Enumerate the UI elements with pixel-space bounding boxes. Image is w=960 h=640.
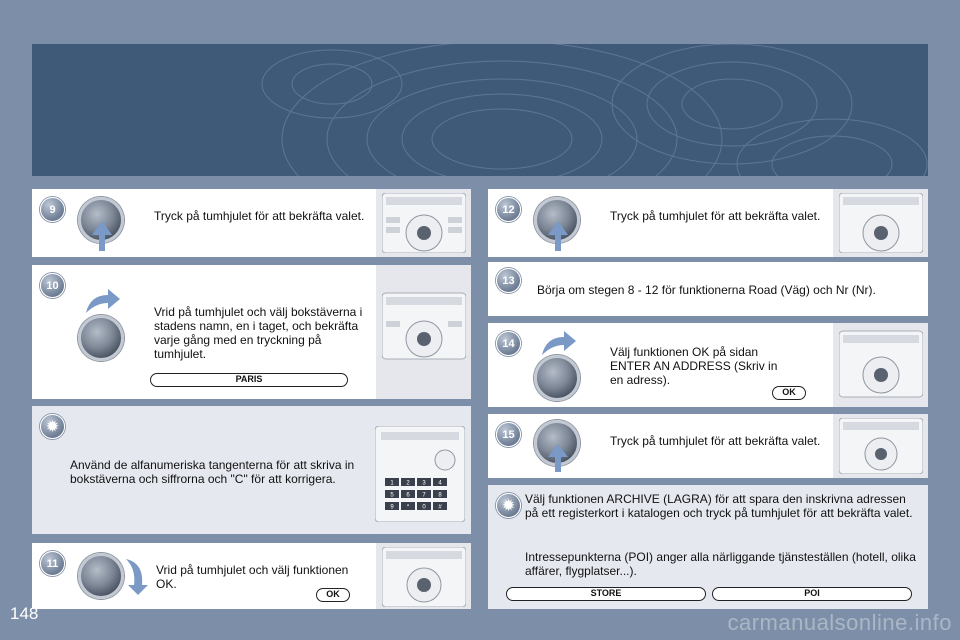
radio-panel-image <box>376 189 471 257</box>
step-13-badge: 13 <box>496 268 521 293</box>
page-number: 148 <box>10 604 39 623</box>
step-13-card <box>488 262 928 316</box>
keypad-key-label: 3 <box>422 480 426 487</box>
radio-panel-image <box>833 414 928 478</box>
thumbwheel-icon <box>534 355 580 401</box>
keypad-key-label: 5 <box>390 492 394 499</box>
poi-display-label: POI <box>712 587 912 601</box>
radio-panel-image <box>833 323 928 407</box>
step-12-text: Tryck på tumhjulet för att bekräfta valet. <box>610 209 821 223</box>
step-9-card <box>32 189 471 257</box>
step-15-text: Tryck på tumhjulet för att bekräfta valet. <box>610 434 821 448</box>
step-14-text: Välj funktionen OK på sidan ENTER AN ADDRESS (Skriv in en adress). <box>610 345 778 387</box>
keypad-key-label: 9 <box>390 504 394 511</box>
step-9-badge: 9 <box>40 197 65 222</box>
step-9-text: Tryck på tumhjulet för att bekräfta valet. <box>154 209 365 223</box>
keypad-key-label: 8 <box>438 492 442 499</box>
paris-display-label: PARIS <box>150 373 348 387</box>
press-arrow-icon <box>546 219 570 253</box>
step-11-badge: 11 <box>40 551 65 576</box>
store-display-label: STORE <box>506 587 706 601</box>
tip-badge <box>496 493 521 518</box>
step-10-card <box>32 265 471 399</box>
step-11-text: Vrid på tumhjulet och välj funktionen OK. <box>156 563 349 591</box>
tip-badge <box>40 414 65 439</box>
tip-poi-text: Intressepunkterna (POI) anger alla närliggande tjänsteställen (hotell, olika affärer, flygplatser...). <box>525 550 916 578</box>
tip-keypad-card <box>32 406 471 534</box>
press-arrow-icon <box>90 219 114 253</box>
keypad-key-label: # <box>438 504 442 511</box>
keypad-key-label: 7 <box>422 492 426 499</box>
radio-panel-image <box>376 543 471 609</box>
keypad-key-label: 6 <box>406 492 410 499</box>
step-12-badge: 12 <box>496 197 521 222</box>
step-10-badge: 10 <box>40 273 65 298</box>
step-13-text: Börja om stegen 8 - 12 för funktionerna Road (Väg) och Nr (Nr). <box>537 283 876 297</box>
tip-keypad-text: Använd de alfanumeriska tangenterna för att skriva in bokstäverna och siffrorna och "C" för att korrigera. <box>70 458 355 486</box>
thumbwheel-icon <box>78 553 124 599</box>
step-14-badge: 14 <box>496 331 521 356</box>
step-15-badge: 15 <box>496 422 521 447</box>
step-11-card <box>32 543 471 609</box>
press-arrow-icon <box>546 442 570 474</box>
sun-tip-icon: ✹ <box>502 497 515 513</box>
ok-display-label: OK <box>772 386 806 400</box>
step-15-card <box>488 414 928 478</box>
radio-panel-image <box>376 265 471 399</box>
keypad-key-label: 1 <box>390 480 394 487</box>
step-14-card <box>488 323 928 407</box>
ok-display-label: OK <box>316 588 350 602</box>
sun-tip-icon: ✹ <box>46 418 59 434</box>
watermark: carmanualsonline.info <box>727 610 952 635</box>
keypad-key-label: 0 <box>422 504 426 511</box>
turn-arrow-icon <box>82 287 122 315</box>
header-banner <box>32 44 928 176</box>
thumbwheel-icon <box>78 315 124 361</box>
keypad-key-label: 2 <box>406 480 410 487</box>
keypad-panel-image <box>375 426 465 522</box>
radio-panel-image <box>833 189 928 257</box>
tip-archive-text: Välj funktionen ARCHIVE (LAGRA) för att spara den inskrivna adressen på ett registerkort i katalogen och tryck på tumhjulet för att bekräfta valet. <box>525 492 913 520</box>
step-10-text: Vrid på tumhjulet och välj bokstäverna i stadens namn, en i taget, och bekräfta varje gång med en tryckning på tumhjulet. <box>154 305 363 361</box>
keypad-key-label: 4 <box>438 480 442 487</box>
turn-down-arrow-icon <box>124 557 152 597</box>
step-12-card <box>488 189 928 257</box>
keypad-key-label: * <box>406 504 410 511</box>
contour-map-decoration <box>32 44 928 176</box>
turn-arrow-icon <box>538 329 578 357</box>
tip-archive-card <box>488 485 928 609</box>
